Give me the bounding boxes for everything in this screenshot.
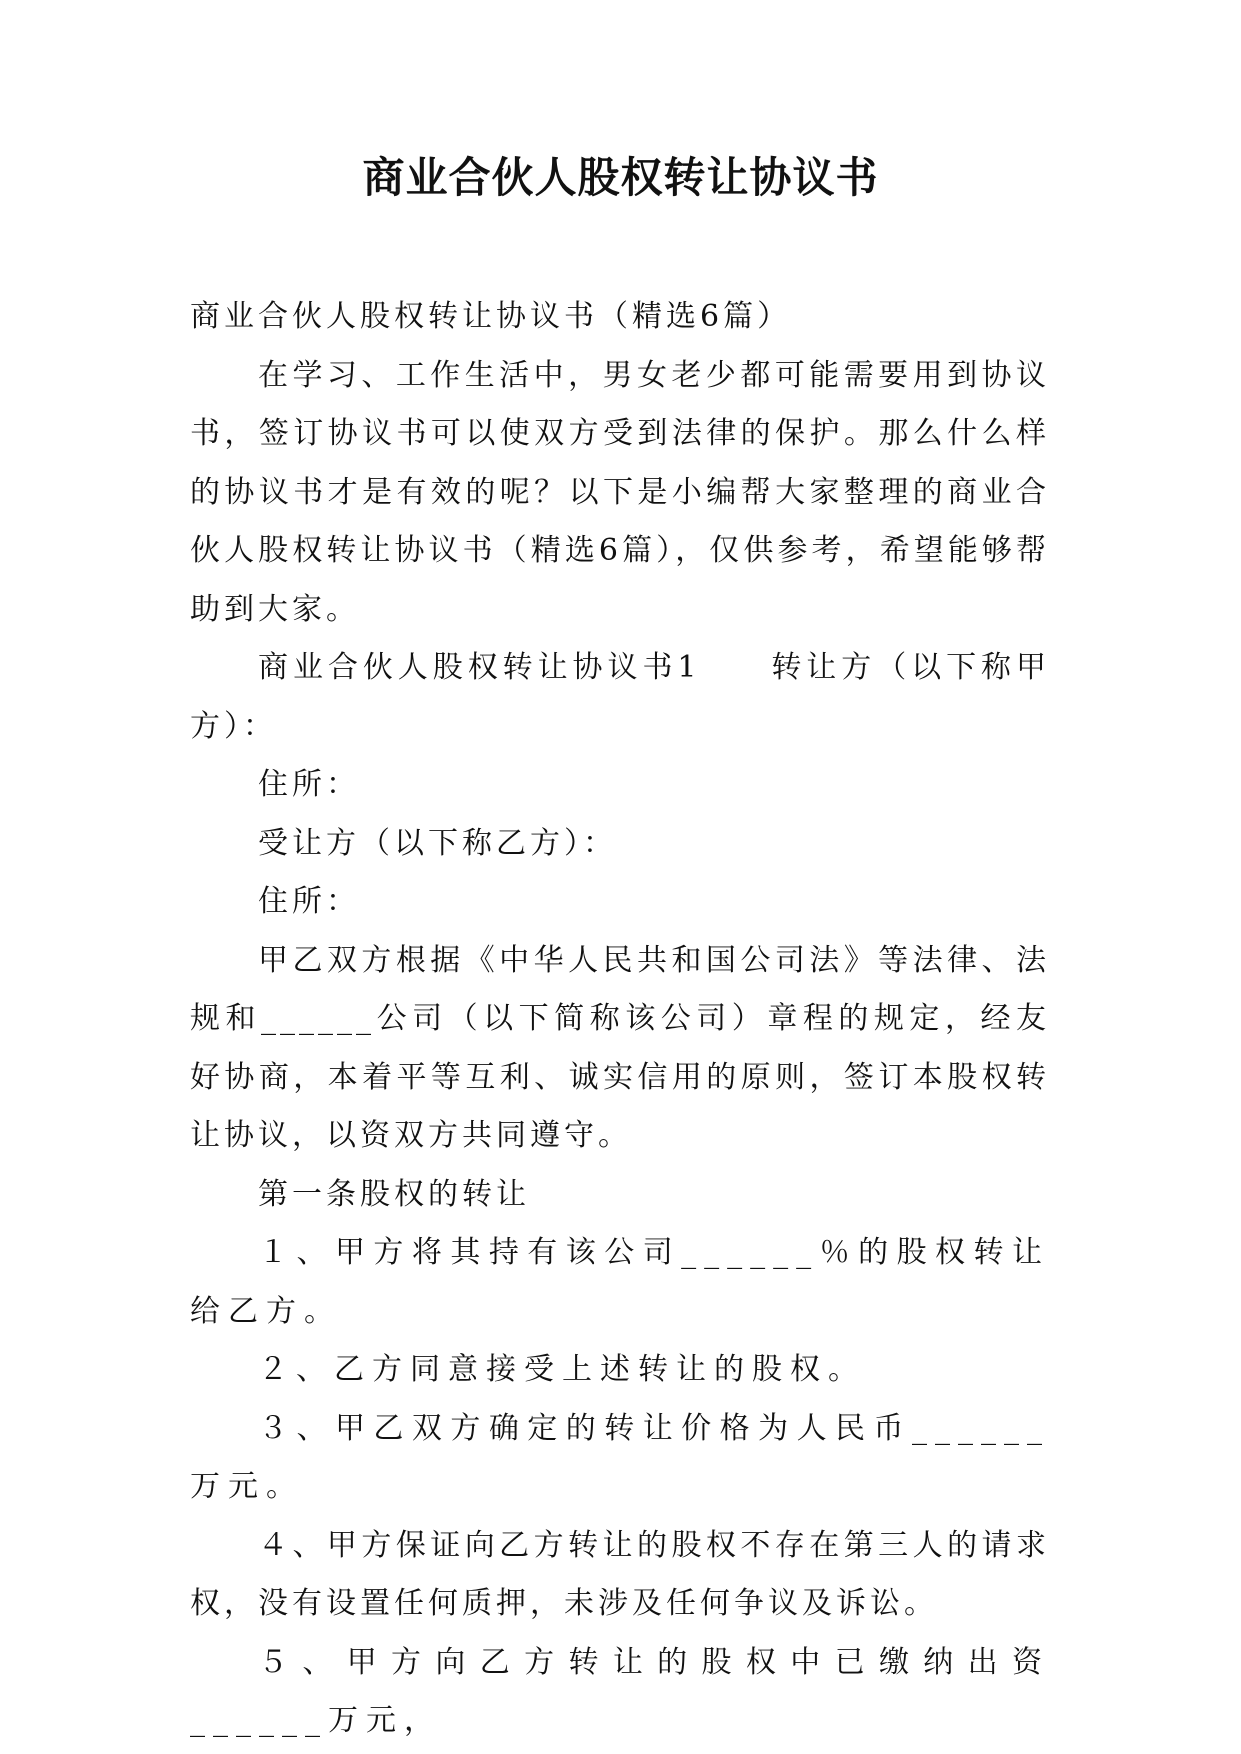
intro-heading: 商业合伙人股权转让协议书（精选6篇）	[190, 299, 792, 334]
transferee: 受让方（以下称乙方）：	[258, 825, 617, 861]
clause-5: ５、甲方向乙方转让的股权中已缴纳出资______万元，	[190, 1644, 1050, 1738]
transferor-address: 住所：	[258, 767, 360, 802]
document-body	[190, 288, 1050, 1751]
article-1-heading: 第一条股权的转让	[258, 1176, 530, 1212]
clause-2: ２、乙方同意接受上述转让的股权。	[258, 1352, 866, 1387]
document-title: 商业合伙人股权转让协议书	[362, 153, 879, 202]
clause-1: １、甲方将其持有该公司______％的股权转让给乙方。	[190, 1235, 1050, 1329]
clause-4: ４、甲方保证向乙方转让的股权不存在第三人的请求权，没有设置任何质押，未涉及任何争议及诉讼。	[190, 1527, 1050, 1621]
preamble-paragraph: 甲乙双方根据《中华人民共和国公司法》等法律、法规和______公司（以下简称该公司）章程的规定，经友好协商，本着平等互利、诚实信用的原则，签订本股权转让协议，以资双方共同遵守。	[190, 942, 1050, 1153]
agreement-1-transferor: 商业合伙人股权转让协议书1 转让方（以下称甲方）：	[190, 650, 1050, 744]
transferee-address: 住所：	[258, 884, 360, 919]
clause-3: ３、甲乙双方确定的转让价格为人民币______万元。	[190, 1410, 1050, 1504]
intro-paragraph: 在学习、工作生活中，男女老少都可能需要用到协议书，签订协议书可以使双方受到法律的保护。那么什么样的协议书才是有效的呢？以下是小编帮大家整理的商业合伙人股权转让协议书（精选6篇），仅供参考，希望能够帮助到大家。	[190, 357, 1050, 627]
